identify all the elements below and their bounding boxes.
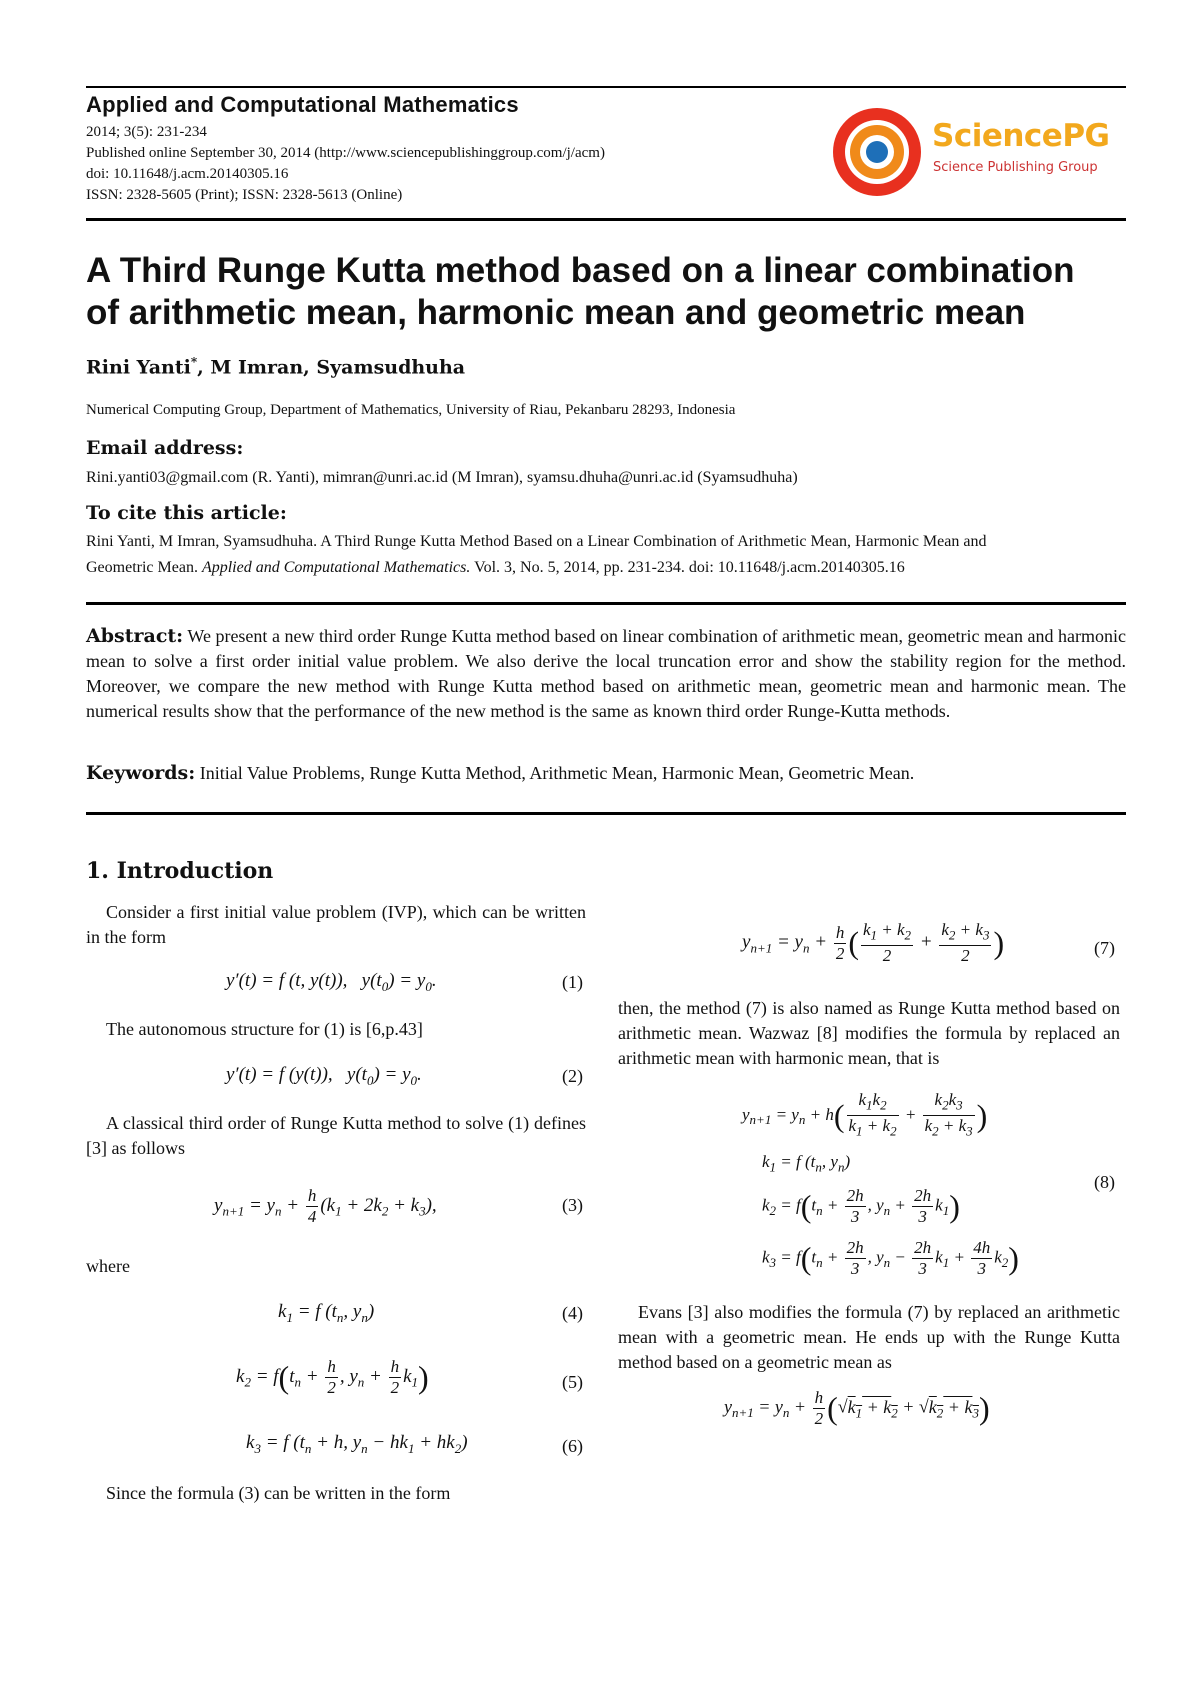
- citation-text: Geometric Mean.: [86, 559, 202, 576]
- abstract-label: Abstract:: [86, 625, 184, 647]
- intro-paragraph-1: Consider a first initial value problem (IVP), which can be written in the form: [86, 902, 586, 947]
- email-heading: Email address:: [86, 437, 244, 459]
- sciencepg-logo: [832, 104, 1122, 200]
- equation-8-ynext: $y_{n+1} = y_n + h$( $\frac{k_1k_2}{k_1 + k_2}$ + $\frac{k_2k_3}{k_2 + k_3}$ ): [742, 1090, 988, 1139]
- equation-number-5: (5): [562, 1372, 583, 1392]
- equation-8-k1: $k_1 = f$ ($t_n$, $y_n$): [762, 1152, 851, 1175]
- journal-name: Applied and Computational Mathematics: [86, 92, 519, 117]
- citation-line-2: [86, 555, 1126, 581]
- doi: doi: 10.11648/j.acm.20140305.16: [86, 166, 289, 182]
- title-line-1: A Third Runge Kutta method based on a linear combination: [86, 251, 1075, 290]
- equation-9: $y_{n+1} = y_n$ + $\frac{h}{2}$ $(√k_1 + k_2 + √k_2 + k_3)$: [724, 1388, 990, 1428]
- keywords-text: Initial Value Problems, Runge Kutta Method, Arithmetic Mean, Harmonic Mean, Geometric Mean.: [199, 763, 915, 783]
- equation-2: y′(t) = f (y(t)), $y(t_0) = y_0$.: [226, 1064, 422, 1088]
- citation-details: Vol. 3, No. 5, 2014, pp. 231-234. doi: 10.11648/j.acm.20140305.16: [470, 559, 905, 576]
- affiliation: Numerical Computing Group, Department of Mathematics, University of Riau, Pekanbaru 28293, Indonesia: [86, 402, 736, 418]
- equation-6: $k_3 = f$ ($t_n + h$, $y_n - hk_1 + hk_2$): [246, 1432, 468, 1456]
- published-online: Published online September 30, 2014 (http://www.sciencepublishinggroup.com/j/acm): [86, 145, 605, 161]
- equation-7: $y_{n+1} = y_n$ + $\frac{h}{2}$ ( $\frac{k_1 + k_2}{2}$ + $\frac{k_2 + k_3}{2}$ ): [742, 920, 1005, 966]
- intro-paragraph-2: The autonomous structure for (1) is [6,p.43]: [106, 1019, 423, 1039]
- equation-number-8: (8): [1094, 1172, 1115, 1192]
- logo-subtext: Science Publishing Group: [933, 160, 1098, 175]
- equation-number-4: (4): [562, 1303, 583, 1323]
- equation-number-7: (7): [1094, 938, 1115, 958]
- intro-paragraph-3: A classical third order of Runge Kutta method to solve (1) defines [3] as follows: [86, 1113, 586, 1158]
- intro-paragraph-5: then, the method (7) is also named as Runge Kutta method based on arithmetic mean. Wazwaz [8] modifies the formula by replaced an arithmetic mean with harmonic mean, that is: [618, 998, 1120, 1068]
- equation-3: $y_{n+1} = y_n$ + $\frac{h}{4}$ $(k_1 + 2k_2 + k_3)$,: [214, 1186, 437, 1226]
- equation-1: y′(t) = f (t, y(t)), $y(t_0) = y_0$.: [226, 970, 437, 994]
- equation-number-6: (6): [562, 1436, 583, 1456]
- abstract-top-rule: [86, 602, 1126, 605]
- corresponding-mark: *: [190, 355, 198, 369]
- abstract: [86, 624, 1126, 724]
- equation-number-3: (3): [562, 1195, 583, 1215]
- intro-paragraph-6: Evans [3] also modifies the formula (7) by replaced an arithmetic mean with a geometric mean. He ends up with the Runge Kutta method based on a geometric mean as: [618, 1302, 1120, 1372]
- authors: [86, 355, 465, 378]
- keywords-label: Keywords:: [86, 762, 196, 784]
- top-rule: [86, 86, 1126, 88]
- author-rest: , M Imran, Syamsudhuha: [197, 356, 466, 379]
- logo-text: SciencePG: [932, 118, 1110, 154]
- issn: ISSN: 2328-5605 (Print); ISSN: 2328-5613 (Online): [86, 187, 403, 203]
- intro-paragraph-4: Since the formula (3) can be written in the form: [106, 1483, 451, 1503]
- where-text: where: [86, 1256, 130, 1276]
- abstract-text: We present a new third order Runge Kutta method based on linear combination of arithmetic mean, geometric mean and harmonic mean to solve a first order initial value problem. We also derive the local truncation error and show the stability region for the method. Moreover, we compare the new method with Runge Kutta method based on arithmetic mean, geometric mean and harmonic mean. The numerical results show that the performance of the new method is the same as known third order Runge-Kutta methods.: [86, 626, 1126, 721]
- journal-issue: 2014; 3(5): 231-234: [86, 124, 207, 140]
- cite-heading: To cite this article:: [86, 502, 287, 524]
- equation-8-k2: $k_2 = f(t_n$ + $\frac{2h}{3}$ , $y_n$ + $\frac{2h}{3}$ $k_1$): [762, 1186, 960, 1226]
- sciencepg-logo-mark: [832, 104, 922, 200]
- citation: [86, 529, 1126, 581]
- section-heading: 1. Introduction: [86, 858, 274, 884]
- keywords: [86, 762, 1126, 784]
- citation-journal: Applied and Computational Mathematics.: [201, 559, 471, 576]
- equation-5: $k_2 = f(t_n$ + $\frac{h}{2}$ , $y_n$ + $\frac{h}{2}$ $k_1$): [236, 1357, 429, 1397]
- email-list: Rini.yanti03@gmail.com (R. Yanti), mimran@unri.ac.id (M Imran), syamsu.dhuha@unri.ac.id (Syamsudhuha): [86, 469, 798, 486]
- equation-number-2: (2): [562, 1066, 583, 1086]
- abstract-bottom-rule: [86, 812, 1126, 815]
- title-line-2: of arithmetic mean, harmonic mean and geometric mean: [86, 293, 1026, 332]
- article-title: [86, 250, 1136, 334]
- header-rule: [86, 218, 1126, 221]
- equation-8-k3: $k_3 = f(t_n$ + $\frac{2h}{3}$ , $y_n$ − $\frac{2h}{3}$ $k_1$ + $\frac{4h}{3}$ $k_2$): [762, 1238, 1019, 1278]
- equation-4: $k_1 = f$ ($t_n$, $y_n$): [278, 1301, 375, 1325]
- equation-number-1: (1): [562, 972, 583, 992]
- author-first: Rini Yanti: [86, 356, 191, 379]
- citation-line-1: Rini Yanti, M Imran, Syamsudhuha. A Third Runge Kutta Method Based on a Linear Combination of Arithmetic Mean, Harmonic Mean and: [86, 533, 987, 550]
